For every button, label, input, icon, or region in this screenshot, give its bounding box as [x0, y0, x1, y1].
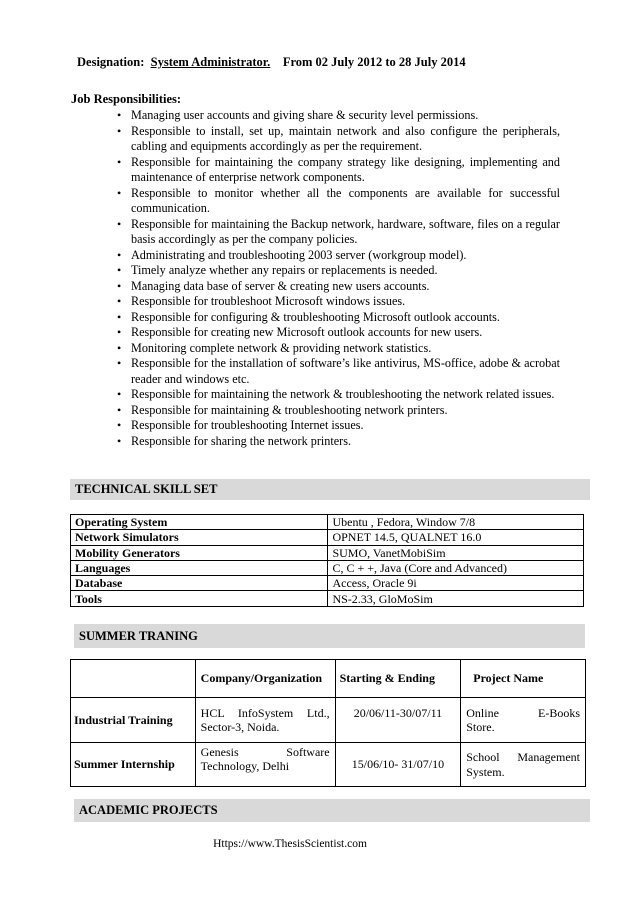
- designation-label: Designation:: [77, 55, 145, 69]
- skill-key: Mobility Generators: [71, 545, 328, 560]
- training-project: School Management System.: [461, 743, 586, 787]
- training-dates: 15/06/10- 31/07/10: [335, 743, 461, 787]
- list-item: • Timely analyze whether any repairs or replacements is needed.: [131, 263, 560, 279]
- table-row: [71, 576, 584, 591]
- company-text: Genesis: [200, 745, 239, 759]
- table-row: [71, 591, 584, 606]
- skill-value: C, C + +, Java (Core and Advanced): [328, 560, 584, 575]
- table-row: [71, 530, 584, 545]
- skill-key: Operating System: [71, 515, 328, 530]
- skill-value: NS-2.33, GloMoSim: [328, 591, 584, 606]
- list-item: • Responsible for sharing the network printers.: [131, 434, 560, 450]
- list-item: • Monitoring complete network & providing network statistics.: [131, 341, 560, 357]
- skill-key: Network Simulators: [71, 530, 328, 545]
- list-item: • Responsible for creating new Microsoft outlook accounts for new users.: [131, 325, 560, 341]
- list-item: • Responsible to install, set up, maintain network and also configure the peripherals, cabling and equipments accordingly as per the requirement.: [131, 124, 560, 155]
- list-item: • Responsible for the installation of software’s like antivirus, MS-office, adobe & acrobat reader and windows etc.: [131, 356, 560, 387]
- footer-url: Https://www.ThesisScientist.com: [213, 838, 367, 850]
- list-item: • Responsible for troubleshoot Microsoft windows issues.: [131, 294, 560, 310]
- table-row: [71, 743, 586, 787]
- list-item: • Responsible for troubleshooting Internet issues.: [131, 418, 560, 434]
- designation-line: [77, 55, 466, 70]
- summer-training-heading: SUMMER TRANING: [74, 624, 585, 648]
- training-company: [195, 743, 335, 787]
- table-row: [71, 698, 586, 743]
- skill-value: SUMO, VanetMobiSim: [328, 545, 584, 560]
- table-row: [71, 545, 584, 560]
- responsibilities-list: [131, 108, 560, 449]
- skill-value: OPNET 14.5, QUALNET 16.0: [328, 530, 584, 545]
- skill-key: Languages: [71, 560, 328, 575]
- list-item: • Administrating and troubleshooting 2003 server (workgroup model).: [131, 248, 560, 264]
- list-item: • Responsible for maintaining the company strategy like designing, implementing and maintenance of enterprise network components.: [131, 155, 560, 186]
- skill-key: Tools: [71, 591, 328, 606]
- header-cell: Project Name: [461, 660, 586, 698]
- designation-period: From 02 July 2012 to 28 July 2014: [282, 55, 466, 69]
- training-dates: 20/06/11-30/07/11: [335, 698, 461, 743]
- list-item: • Managing user accounts and giving share & security level permissions.: [131, 108, 560, 124]
- project-text: E-Books: [538, 706, 580, 720]
- skill-key: Database: [71, 576, 328, 591]
- table-row: [71, 515, 584, 530]
- training-type: Industrial Training: [71, 698, 196, 743]
- company-text: Software: [286, 745, 330, 759]
- company-text: Technology, Delhi: [200, 759, 290, 773]
- skill-value: Access, Oracle 9i: [328, 576, 584, 591]
- list-item: • Responsible for configuring & troubleshooting Microsoft outlook accounts.: [131, 310, 560, 326]
- header-cell: [71, 660, 196, 698]
- training-company: HCL InfoSystem Ltd., Sector-3, Noida.: [195, 698, 335, 743]
- project-text: Online: [466, 706, 499, 720]
- technical-skill-table: [70, 514, 584, 607]
- project-text: Store.: [466, 720, 495, 734]
- table-row: [71, 660, 586, 698]
- job-responsibilities-heading: Job Responsibilities:: [71, 92, 182, 106]
- header-cell: Company/Organization: [195, 660, 335, 698]
- list-item: • Responsible for maintaining the network & troubleshooting the network related issues.: [131, 387, 560, 403]
- training-type: Summer Internship: [71, 743, 196, 787]
- table-row: [71, 560, 584, 575]
- list-item: • Responsible for maintaining the Backup network, hardware, software, files on a regular basis accordingly as per the company policies.: [131, 217, 560, 248]
- summer-training-table: [70, 659, 586, 787]
- header-cell: Starting & Ending: [335, 660, 461, 698]
- designation-role: System Administrator.: [150, 55, 271, 69]
- academic-projects-heading: ACADEMIC PROJECTS: [74, 799, 590, 822]
- list-item: • Responsible for maintaining & troubleshooting network printers.: [131, 403, 560, 419]
- list-item: • Responsible to monitor whether all the components are available for successful communication.: [131, 186, 560, 217]
- technical-skill-heading: TECHNICAL SKILL SET: [70, 479, 590, 500]
- training-project: [461, 698, 586, 743]
- skill-value: Ubentu , Fedora, Window 7/8: [328, 515, 584, 530]
- list-item: • Managing data base of server & creating new users accounts.: [131, 279, 560, 295]
